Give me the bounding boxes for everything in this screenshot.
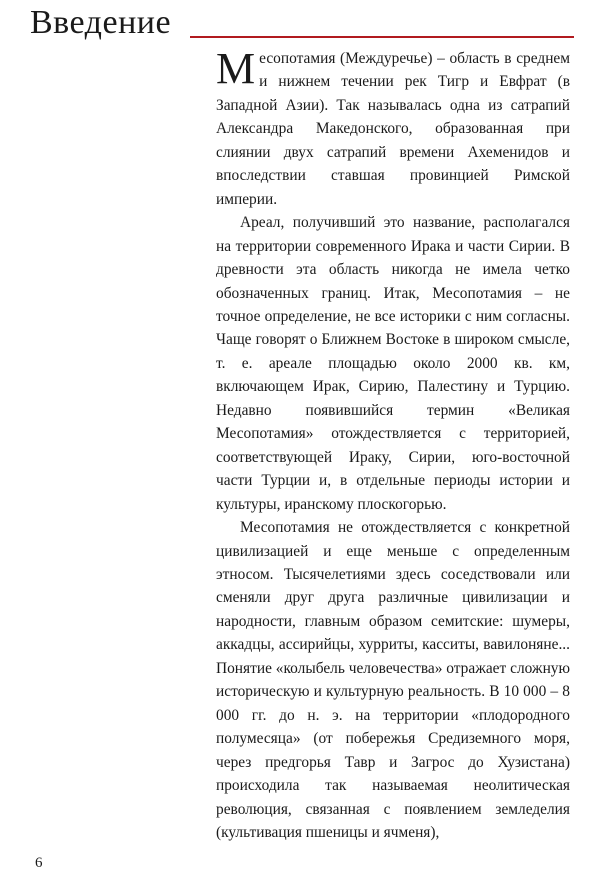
paragraph-1 — [216, 44, 570, 211]
drop-cap: М — [216, 44, 256, 93]
paragraph-1-text: есопотамия (Междуречье) – область в среднем и нижнем течении рек Тигр и Евфрат (в Западной Азии). Так называлась одна из сатрапий Александра Македонского, образованная при слиянии двух сатрапий времени Ахеменидов и впоследствии ставшая провинцией Римской империи. — [216, 50, 570, 208]
paragraph-2: Ареал, получивший это название, располагался на территории современного Ирака и части Сирии. В древности эта область никогда не имела четко обозначенных границ. Итак, Месопотамия – не точное определение, не все историки с ним согласны. Чаще говорят о Ближнем Востоке в широком смысле, т. е. ареале площадью около 2000 кв. км, включающем Ирак, Сирию, Палестину и Турцию. Недавно появившийся термин «Великая Месопотамия» отождествляется с территорией, соответствующей Ираку, Сирии, юго-восточной части Турции и, в отдельные периоды истории и культуры, иранскому плоскогорью. — [216, 214, 570, 513]
chapter-title: Введение — [30, 4, 172, 41]
title-rule — [190, 36, 574, 38]
page-number: 6 — [35, 855, 43, 871]
article-body — [216, 44, 570, 844]
paragraph-3: Месопотамия не отождествляется с конкретной цивилизацией и еще меньше с определенным этносом. Тысячелетиями здесь соседствовали или сменяли друг друга различные цивилизации и народности, главным образом семитские: шумеры, аккадцы, ассирийцы, хурриты, касситы, вавилоняне... Понятие «колыбель человечества» отражает сложную историческую и культурную реальность. В 10 000 – 8 000 гг. до н. э. на территории «плодородного полумесяца» (от побережья Средиземного моря, через предгорья Тавр и Загрос до Хузистана) происходила так называемая неолитическая революция, связанная с появлением земледелия (культивация пшеницы и ячменя), — [216, 519, 570, 841]
